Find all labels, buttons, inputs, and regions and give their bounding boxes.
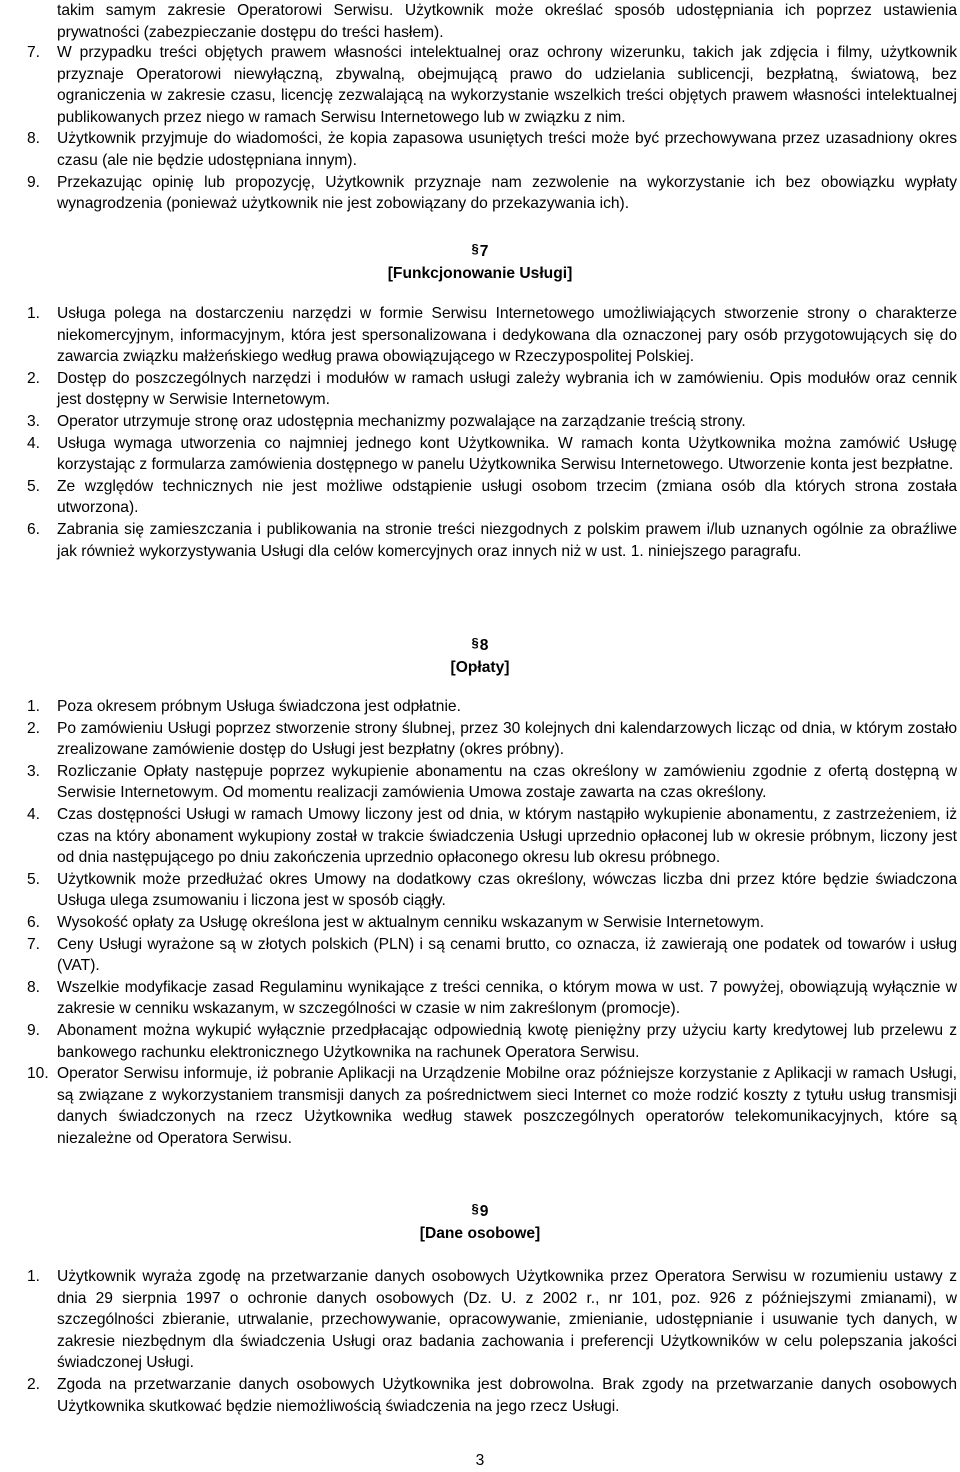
item-number: 3. (27, 762, 41, 780)
item-number: 6. (27, 520, 41, 538)
list-item (27, 912, 957, 934)
item-text: Zabrania się zamieszczania i publikowania na stronie treści niezgodnych z polskim prawem i/lub uznanych ogólnie za obraźliwe jak również wykorzystywania Usługi dla celów komercyjnych oraz innych niż w ust. 1. niniejszego paragrafu. (57, 520, 957, 560)
item-number: 1. (27, 698, 41, 715)
list-item (27, 303, 957, 368)
list-item (27, 934, 957, 977)
section-7-items (27, 303, 957, 562)
item-text: Usługa wymaga utworzenia co najmniej jednego kont Użytkownika. W ramach konta Użytkownika można zamówić Usługę korzystając z formularza zamówienia dostępnego w panelu Użytkownika Serwisu Internetowego. Utworzenie konta jest bezpłatne. (57, 434, 957, 474)
section-6-items (27, 42, 957, 215)
section-symbol: § (471, 1201, 479, 1216)
item-text: Operator Serwisu informuje, iż pobranie Aplikacji na Urządzenie Mobilne oraz późniejsze korzystanie z Aplikacji w ramach Usługi, są związane z wykorzystaniem transmisji danych za pośrednictwem sieci Internet co może rodzić koszty z tytułu usług transmisji danych świadczonych na rzecz Użytkownika według stawek poszczególnych operatorów telekomunikacyjnych, które są niezależne od Operatora Serwisu. (57, 1065, 957, 1147)
item-number: 7. (27, 44, 41, 61)
item-text: Użytkownik przyjmuje do wiadomości, że kopia zapasowa usuniętych treści może być przechowywana przez uzasadniony okres czasu (ale nie będzie udostępniana innym). (57, 130, 957, 169)
item-number: 5. (27, 870, 41, 888)
list-item (27, 42, 957, 128)
item-text: Usługa polega na dostarczeniu narzędzi w formie Serwisu Internetowego umożliwiających stworzenie strony o charakterze niekomercyjnym, informacyjnym, która jest spersonalizowana i dedykowana dla oznaczonej pary osób przygotowujących się do zawarcia związku małżeńskiego według prawa obowiązującego w Rzeczypospolitej Polskiej. (57, 305, 957, 366)
list-item (27, 476, 957, 519)
item-number: 10. (27, 1065, 49, 1083)
list-item (27, 1266, 957, 1374)
list-item (27, 1063, 957, 1149)
list-item (27, 519, 957, 562)
continuation-text: takim samym zakresie Operatorowi Serwisu. Użytkownik może określać sposób udostępniania ich poprzez ustawienia prywatności (zabezpieczanie dostępu do treści hasłem). (57, 2, 957, 41)
item-text: Ze względów technicznych nie jest możliwe odstąpienie usługi osobom trzecim (zmiana osób dla których strona została utworzona). (57, 477, 957, 517)
item-number: 1. (27, 305, 41, 322)
page-number: 3 (475, 1452, 485, 1469)
item-text: Wysokość opłaty za Usługę określona jest w aktualnym cenniku wskazanym w Serwisie Internetowym. (57, 913, 765, 931)
item-number: 4. (27, 805, 41, 823)
section-7-number: §7 (471, 241, 489, 260)
list-item (27, 1020, 957, 1063)
item-number: 7. (27, 935, 41, 953)
section-9-number: §9 (471, 1201, 489, 1220)
item-text: W przypadku treści objętych prawem własności intelektualnej oraz ochrony wizerunku, takich jak zdjęcia i filmy, użytkownik przyznaje Operatorowi niewyłączną, zbywalną, obejmującą prawo do udzielania sublicencji, bezpłatną, światową, bez ograniczenia w zakresie czasu, licencję zezwalającą na wykorzystanie wszelkich treści objętych prawem własności intelektualnej publikowanych przez niego w ramach Serwisu Internetowego lub w związku z nim. (57, 44, 957, 126)
section-7-title: [Funkcjonowanie Usługi] (387, 265, 573, 282)
section-8-items (27, 696, 957, 1149)
item-text: Zgoda na przetwarzanie danych osobowych Użytkownika jest dobrowolna. Brak zgody na przetwarzanie danych osobowych Użytkownika skutkować będzie niemożliwością świadczenia na jego rzecz Usługi. (57, 1375, 957, 1415)
section-8-title: [Opłaty] (450, 659, 510, 676)
section-6-continuation (27, 0, 957, 43)
item-number: 1. (27, 1268, 41, 1285)
item-text: Wszelkie modyfikacje zasad Regulaminu wynikające z treści cennika, o którym mowa w ust. 7 powyżej, obowiązują wyłącznie w zakresie w cenniku wskazanym, w szczególności w czasie w nim zakreślonym (promocje). (57, 978, 957, 1018)
section-9-items (27, 1266, 957, 1417)
item-number: 8. (27, 978, 41, 996)
list-item (27, 172, 957, 215)
section-symbol: § (471, 635, 479, 650)
item-text: Rozliczanie Opłaty następuje poprzez wykupienie abonamentu na czas określony w zamówieniu zgodnie z ofertą dostępną w Serwisie Internetowym. Od momentu realizacji zamówienia Umowa zostaje zawarta na czas określony. (57, 762, 957, 802)
list-item (27, 1374, 957, 1417)
item-text: Użytkownik wyraża zgodę na przetwarzanie danych osobowych Użytkownika przez Operatora Serwisu w rozumieniu ustawy z dnia 29 sierpnia 1997 o ochronie danych osobowych (Dz. U. z 2002 r., nr 101, poz. 926 z późniejszymi zmianami), w szczególności zbieranie, utrwalanie, przechowywanie, opracowywanie, zmienianie, udostępnianie i usuwanie tych danych, w zakresie niezbędnym dla świadczenia Usługi oraz badania zachowania i preferencji Użytkowników w celu polepszania jakości świadczonej Usługi. (57, 1268, 957, 1372)
section-9-heading (27, 1198, 933, 1245)
item-number: 2. (27, 719, 41, 737)
item-number: 5. (27, 477, 41, 495)
section-8-number: §8 (471, 635, 489, 654)
item-number: 2. (27, 369, 41, 387)
list-item (27, 761, 957, 804)
item-text: Abonament można wykupić wyłącznie przedpłacając odpowiednią kwotę pieniężny przy użyciu karty kredytowej lub przelewu z bankowego rachunku elektronicznego Użytkownika na rachunek Operatora Serwisu. (57, 1021, 957, 1061)
item-text: Dostęp do poszczególnych narzędzi i modułów w ramach usługi zależy wybrania ich w zamówieniu. Opis modułów oraz cennik jest dostępny w Serwisie Internetowym. (57, 369, 957, 409)
section-8-heading (27, 632, 933, 679)
item-text: Po zamówieniu Usługi poprzez stworzenie strony ślubnej, przez 30 kolejnych dni kalendarzowych licząc od dnia, w którym zostało zrealizowane zamówienie dostęp do Usługi jest bezpłatny (okres próbny). (57, 719, 957, 759)
list-item (27, 411, 957, 433)
item-text: Przekazując opinię lub propozycję, Użytkownik przyznaje nam zezwolenie na wykorzystanie ich bez obowiązku wypłaty wynagrodzenia (ponieważ użytkownik nie jest zobowiązany do przekazywania ich). (57, 173, 957, 213)
item-text: Ceny Usługi wyrażone są w złotych polskich (PLN) i są cenami brutto, co oznacza, iż zawierają one podatek od towarów i usług (VAT). (57, 935, 957, 975)
section-symbol: § (471, 241, 479, 256)
section-7-heading (27, 238, 933, 285)
item-number: 4. (27, 434, 41, 452)
item-number: 2. (27, 1375, 41, 1393)
item-number: 3. (27, 412, 41, 430)
list-item (27, 977, 957, 1020)
list-item (27, 433, 957, 476)
list-item (27, 128, 957, 171)
list-item (27, 696, 957, 718)
item-text: Użytkownik może przedłużać okres Umowy na dodatkowy czas określony, wówczas liczba dni przez które będzie świadczona Usługa ulega zsumowaniu i liczona jest w sposób ciągły. (57, 870, 957, 910)
list-item (27, 869, 957, 912)
list-item (27, 804, 957, 869)
item-text: Czas dostępności Usługi w ramach Umowy liczony jest od dnia, w którym nastąpiło wykupienie abonamentu, z zastrzeżeniem, iż czas na który abonament wykupiony został w trakcie świadczenia Usługi uprzednio opłaconej lub w okresie próbnym, liczony jest od dnia następującego po dniu zakończenia uprzednio opłaconego okresu lub okresu próbnego. (57, 805, 957, 867)
item-number: 9. (27, 1021, 41, 1039)
section-9-title: [Dane osobowe] (419, 1225, 541, 1242)
item-number: 6. (27, 913, 41, 931)
item-text: Operator utrzymuje stronę oraz udostępnia mechanizmy pozwalające na zarządzanie treścią strony. (57, 412, 746, 430)
item-number: 8. (27, 130, 41, 148)
list-item (27, 368, 957, 411)
item-text: Poza okresem próbnym Usługa świadczona jest odpłatnie. (57, 698, 461, 715)
item-number: 9. (27, 173, 41, 191)
list-item (27, 718, 957, 761)
